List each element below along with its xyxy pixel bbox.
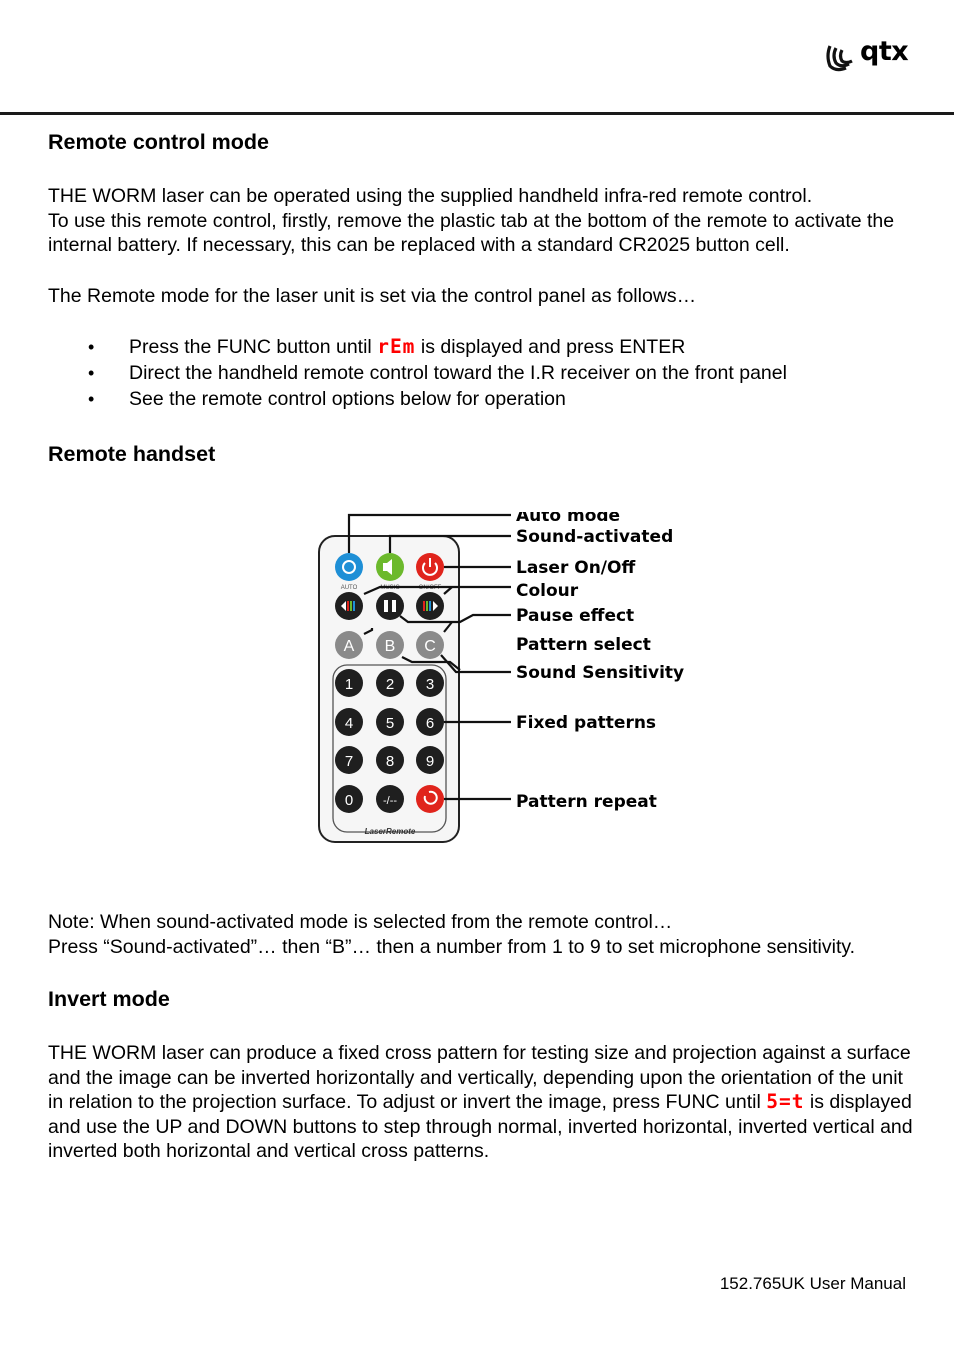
number-2-label: 2 (385, 676, 395, 693)
repeat-button (416, 785, 444, 813)
header-rule (0, 112, 954, 115)
c-label: C (424, 638, 436, 655)
label-colour: Colour (516, 581, 579, 601)
label-fixed-patterns: Fixed patterns (516, 713, 657, 733)
label-pause-effect: Pause effect (516, 606, 635, 626)
dash-label: -/-- (382, 795, 398, 807)
steps-list (48, 334, 918, 412)
number-1-label: 1 (344, 676, 354, 693)
list-item (48, 334, 918, 360)
onoff-label: ON/OFF (418, 585, 442, 591)
music-label: MUSIC (380, 585, 400, 591)
auto-button (335, 553, 363, 581)
display-code-set: 5=t (766, 1090, 805, 1113)
number-7-label: 7 (344, 753, 354, 770)
qtx-logo (826, 38, 910, 74)
pause-button (376, 592, 404, 620)
a-label: A (343, 638, 355, 655)
pause-icon (384, 600, 388, 612)
intro-line-1: THE WORM laser can be operated using the supplied handheld infra-red remote control. (48, 185, 813, 207)
invert-text-post: is displayed and use the UP and DOWN buttons to step through normal, inverted horizontal, inverted vertical and inverted both horizontal and vertical cross patterns. (48, 1091, 913, 1162)
step-text: Press the FUNC button until (129, 336, 372, 358)
list-item: • Direct the handheld remote control toward the I.R receiver on the front panel (48, 360, 918, 386)
number-3-label: 3 (425, 676, 435, 693)
number-6-label: 6 (425, 715, 435, 732)
number-4-label: 4 (344, 715, 354, 732)
label-pattern-select: Pattern select (516, 635, 651, 655)
heading-remote-handset: Remote handset (48, 442, 216, 466)
number-9-label: 9 (425, 753, 435, 770)
wave-icon (826, 40, 860, 72)
number-5-label: 5 (385, 715, 395, 732)
label-laser-on-off: Laser On/Off (516, 558, 636, 578)
list-item: • See the remote control options below for operation (48, 386, 918, 412)
footer-manual-id: 152.765UK User Manual (719, 1274, 906, 1293)
number-8-label: 8 (385, 753, 395, 770)
number-0-label: 0 (344, 792, 354, 809)
b-label: B (384, 638, 396, 655)
brand-name: qtx (860, 36, 909, 67)
label-sound-sensitivity: Sound Sensitivity (516, 663, 685, 683)
auto-label: AUTO (340, 585, 358, 591)
remote-brand: LaserRemote (364, 827, 416, 836)
note-line-1: Note: When sound-activated mode is selected from the remote control… (48, 911, 673, 933)
remote-diagram (48, 512, 918, 862)
label-sound-activated: Sound-activated (516, 527, 674, 547)
invert-paragraph (48, 1041, 918, 1164)
heading-invert-mode: Invert mode (48, 987, 170, 1011)
heading-remote-control-mode: Remote control mode (48, 130, 269, 154)
step-text: is displayed and press ENTER (420, 336, 686, 358)
intro-line-2: To use this remote control, firstly, remove the plastic tab at the bottom of the remote to activate the internal battery. If necessary, this can be replaced with a standard CR2025 button cell. (48, 209, 895, 256)
display-code-rem: rEm (377, 335, 416, 358)
remote-mode-instructions: The Remote mode for the laser unit is set via the control panel as follows… (48, 284, 697, 307)
invert-text-pre: THE WORM laser can produce a fixed cross pattern for testing size and projection against a surface and the image can be inverted horizontally and vertically, depending upon the orientation of the unit in relation to the projection surface. To adjust or invert the image, press FUNC until (48, 1042, 911, 1113)
label-pattern-repeat: Pattern repeat (516, 792, 657, 812)
note-line-2: Press “Sound-activated”… then “B”… then a number from 1 to 9 to set microphone sensitivity. (48, 935, 856, 958)
page-content (48, 128, 918, 1164)
label-auto-mode: Auto mode (516, 512, 621, 526)
